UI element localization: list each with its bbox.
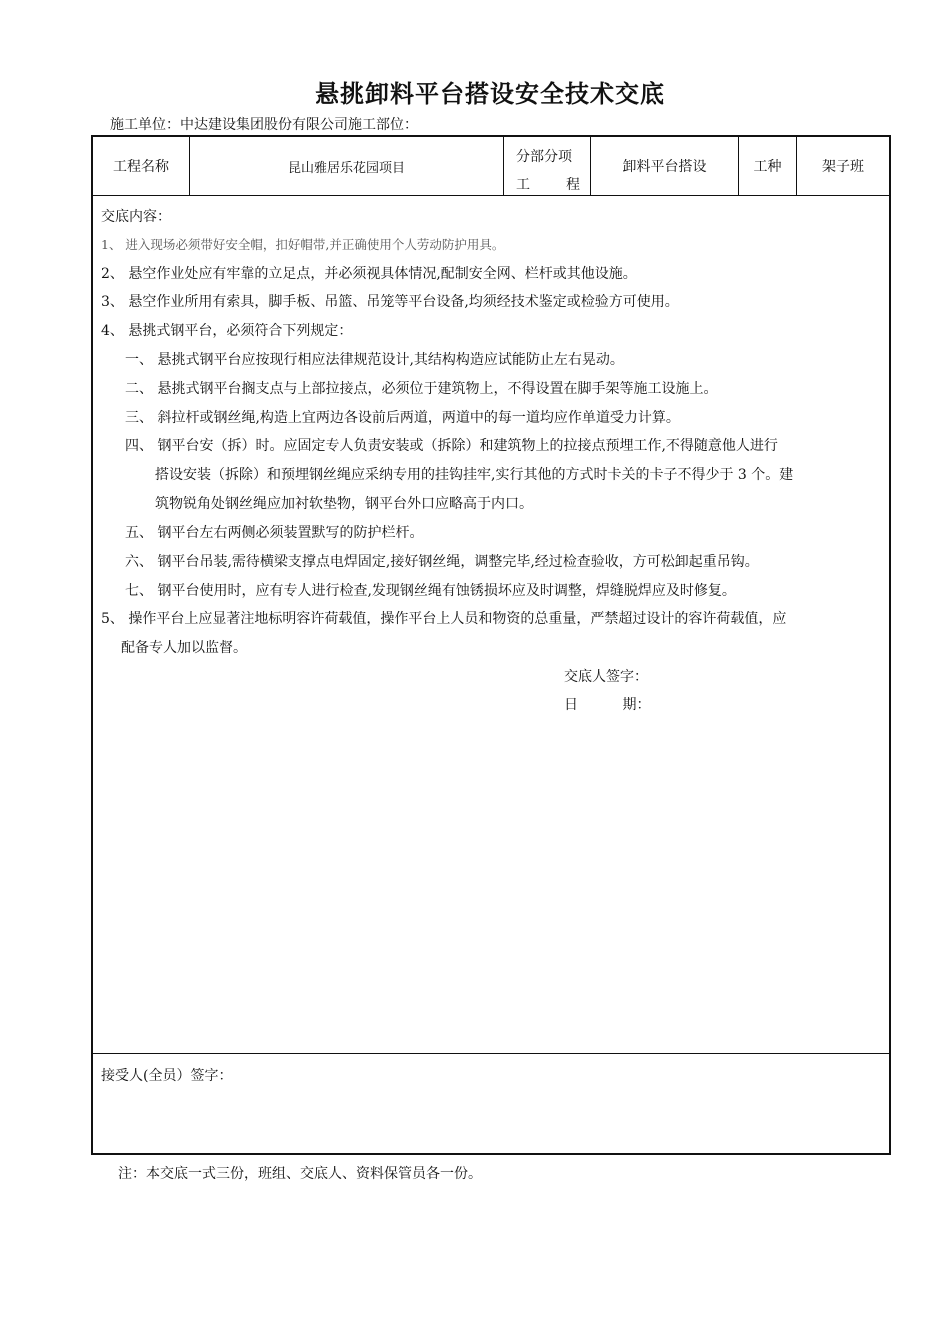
item-1: 1、 进入现场必须带好安全帽，扣好帽带,并正确使用个人劳动防护用具。 [101,237,505,252]
unit-label: 施工单位： [110,117,180,133]
location-label: 施工部位： [348,117,418,133]
sub-item-4-line1: 四、 钢平台安（拆）时。应固定专人负责安装或（拆除）和建筑物上的拉接点预埋工作,不得随意他人进行 [125,438,778,454]
item-2: 2、 悬空作业处应有牢靠的立足点，并必须视具体情况,配制安全网、栏杆或其他设施。 [101,266,637,282]
date-label: 日 期： [564,697,651,713]
item-3: 3、 悬空作业所用有索具，脚手板、吊篮、吊笼等平台设备,均须经技术鉴定或检验方可使用。 [101,294,679,310]
disclosure-content [93,196,889,1054]
project-name-value: 昆山雅居乐花园项目 [287,160,405,176]
sub-item-4-line2: 搭设安装（拆除）和预埋钢丝绳应采纳专用的挂钩挂牢,实行其他的方式时卡关的卡子不得少于 3 个。建 [155,467,794,483]
receiver-signature-label: 接受人(全员）签字： [101,1068,233,1084]
subdivision-value: 卸料平台搭设 [622,159,707,175]
trade-label: 工种 [753,159,782,175]
item-5-line2: 配备专人加以监督。 [121,640,247,656]
trade-value: 架子班 [822,159,864,175]
info-row [93,137,889,196]
document-title: 悬挑卸料平台搭设安全技术交底 [315,80,665,108]
construction-unit-line [110,114,418,134]
sub-item-3: 三、 斜拉杆或钢丝绳,构造上宜两边各设前后两道，两道中的每一道均应作单道受力计算。 [125,410,680,426]
sub-item-4-line3: 筑物锐角处钢丝绳应加衬软垫物，钢平台外口应略高于内口。 [155,496,533,512]
subdivision-label-line2a: 工 [516,177,530,193]
sub-item-2: 二、 悬挑式钢平台搁支点与上部拉接点，必须位于建筑物上，不得设置在脚手架等施工设施上。 [125,381,718,397]
item-4: 4、 悬挑式钢平台，必须符合下列规定： [101,323,353,339]
project-name-label: 工程名称 [113,159,169,175]
sub-item-7: 七、 钢平台使用时，应有专人进行检查,发现钢丝绳有蚀锈损坏应及时调整，焊缝脱焊应及时修复。 [125,583,736,599]
disclosure-form [91,135,891,1155]
sub-item-5: 五、 钢平台左右两侧必须装置默写的防护栏杆。 [125,525,424,541]
subdivision-label [504,137,590,195]
signer-label: 交底人签字： [564,669,648,685]
footer-note: 注：本交底一式三份，班组、交底人、资料保管员各一份。 [118,1166,482,1182]
unit-value: 中达建设集团股份有限公司 [180,117,348,133]
sub-item-6: 六、 钢平台吊装,需待横梁支撑点电焊固定,接好钢丝绳，调整完毕,经过检查验收，方可松卸起重吊钩。 [125,554,759,570]
subdivision-label-line2b: 程 [566,177,580,193]
subdivision-label-line1: 分部分项 [516,149,572,165]
item-5-line1: 5、 操作平台上应显著注地标明容许荷载值，操作平台上人员和物资的总重量，严禁超过设计的容许荷载值，应 [101,611,787,627]
sub-item-1: 一、 悬挑式钢平台应按现行相应法律规范设计,其结构构造应试能防止左右晃动。 [125,352,624,368]
content-heading: 交底内容： [101,209,171,225]
